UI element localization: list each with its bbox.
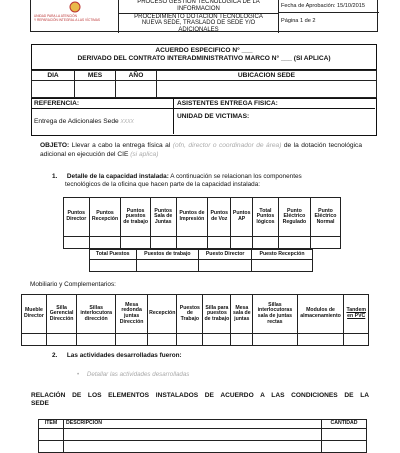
- approval-date: Fecha de Aprobación: 15/10/2015: [281, 3, 365, 9]
- object-text-2: de la dotación tecnológica adicional en ejecución del CIE: [40, 142, 362, 158]
- section1-text: A continuación se relacionan los componentes: [170, 173, 302, 180]
- ubicacion-cell[interactable]: [157, 81, 377, 98]
- points-table: [63, 197, 341, 249]
- col-mesa-sala: Mesa sala de juntas: [231, 295, 253, 334]
- col-sillas-sala: Sillas interlocutoras sala de juntas rectas: [253, 295, 298, 334]
- totals-cell[interactable]: [199, 260, 252, 272]
- col-modulos: Modulos de almacenamiento: [297, 295, 344, 334]
- item-cell[interactable]: [39, 441, 64, 453]
- col-puntos-impresion: Puntos de Impresión: [176, 198, 208, 237]
- bullet-icon: •: [77, 371, 80, 378]
- furniture-cell[interactable]: [148, 334, 177, 346]
- section2-number: 2.: [52, 352, 58, 359]
- quantity-cell[interactable]: [322, 429, 367, 441]
- points-cell[interactable]: [311, 237, 341, 249]
- procedure-title-1: PROCEDIMIENTO DOTACION TECNOLOGICA: [134, 13, 263, 20]
- logo-text-1: UNIDAD PARA LA ATENCIÓN: [34, 14, 77, 18]
- section2-title: Las actividades desarrolladas fueron:: [66, 352, 182, 359]
- activities-placeholder: Detallar las actividades desarrolladas: [86, 371, 190, 378]
- ano-header: AÑO: [116, 71, 157, 81]
- section1-title: Detalle de la capacidad instalada:: [66, 173, 169, 180]
- furniture-table: [21, 294, 369, 346]
- furniture-cell[interactable]: [22, 334, 47, 346]
- col-item: ITEM: [39, 420, 64, 429]
- col-sillas-interlocutora: Sillas interlocutora dirección: [77, 295, 116, 334]
- agreement-box: [31, 44, 377, 70]
- section2-heading: [52, 352, 182, 359]
- header-divider: [279, 12, 379, 13]
- reference-label: REFERENCIA:: [34, 100, 80, 107]
- col-puntos-voz: Puntos de Voz: [208, 198, 231, 237]
- col-puestos-trabajo-f: Puestos de Trabajo: [177, 295, 203, 334]
- points-cell[interactable]: [176, 237, 208, 249]
- relation-heading-2: SEDE: [31, 400, 49, 407]
- furniture-title: Mobiliario y Complementarios:: [30, 281, 116, 288]
- reference-divider-h: [32, 108, 375, 109]
- furniture-cell[interactable]: [203, 334, 231, 346]
- item-cell[interactable]: [39, 429, 64, 441]
- col-mesa-redonda: Mesa redonda juntas Dirección: [116, 295, 148, 334]
- delivery-label: Entrega de Adicionales Sede: [34, 118, 119, 125]
- points-cell[interactable]: [89, 237, 121, 249]
- object-label: OBJETO:: [40, 142, 70, 149]
- col-total-puntos: Total Puntos lógicos: [253, 198, 279, 237]
- totals-cell[interactable]: [90, 260, 137, 272]
- relation-heading-1: RELACIÓN DE LOS ELEMENTOS INSTALADOS DE ACUERDO A LAS CONDICIONES DE LA: [31, 392, 369, 399]
- col-tandem: Tandem en PVC: [344, 295, 369, 334]
- points-cell[interactable]: [150, 237, 176, 249]
- items-table: [38, 419, 367, 453]
- activities-bullet: [77, 371, 189, 378]
- reference-table: [31, 98, 377, 136]
- col-recepcion: Recepción: [148, 295, 177, 334]
- col-puestos-trabajo: Puestos de trabajo: [136, 250, 199, 260]
- points-cell[interactable]: [231, 237, 253, 249]
- furniture-cell[interactable]: [297, 334, 344, 346]
- furniture-cell[interactable]: [46, 334, 76, 346]
- furniture-cell[interactable]: [253, 334, 298, 346]
- col-puntos-ap: Puntos AP: [231, 198, 253, 237]
- process-title-2: INFORMACION: [119, 6, 278, 14]
- procedure-title-3: ADICIONALES: [178, 26, 219, 33]
- doc-header: [30, 0, 378, 32]
- victims-unit-label: UNIDAD DE VICTIMAS:: [177, 113, 250, 120]
- relation-heading: [31, 392, 369, 408]
- quantity-cell[interactable]: [322, 441, 367, 453]
- col-electrico-regulado: Punto Eléctrico Regulado: [278, 198, 310, 237]
- furniture-cell[interactable]: [77, 334, 116, 346]
- header-center: [119, 0, 279, 33]
- points-cell[interactable]: [278, 237, 310, 249]
- page-number: Página 1 de 2: [281, 18, 316, 24]
- logo-text-2: Y REPARACIÓN INTEGRAL A LAS VÍCTIMAS: [34, 18, 101, 22]
- totals-cell[interactable]: [136, 260, 199, 272]
- col-mueble-director: Mueble Director: [22, 295, 47, 334]
- dia-cell[interactable]: [32, 81, 75, 98]
- col-silla-gerencial: Silla Gerencial Dirección: [46, 295, 76, 334]
- furniture-cell[interactable]: [231, 334, 253, 346]
- coat-of-arms-icon: [69, 1, 81, 13]
- totals-cell[interactable]: [252, 260, 313, 272]
- header-right: [279, 0, 379, 33]
- procedure-title-2: NUEVA SEDE, TRASLADO DE SEDE Y/O: [141, 20, 256, 26]
- object-placeholder-1: (ofn, director o coordinador de área): [172, 142, 282, 149]
- col-descripcion: DESCRIPCION: [64, 420, 322, 429]
- delivery-placeholder: XXXX: [120, 119, 134, 125]
- description-cell[interactable]: [64, 441, 322, 453]
- col-total-puestos: Total Puestos: [90, 250, 137, 260]
- object-text-1: Llevar a cabo la entrega física al: [71, 142, 171, 149]
- col-puesto-recepcion: Puesto Recepción: [252, 250, 313, 260]
- points-cell[interactable]: [121, 237, 150, 249]
- date-location-table: [31, 70, 377, 98]
- agreement-number: ACUERDO ESPECIFICO N° ___: [155, 47, 253, 54]
- col-cantidad: CANTIDAD: [322, 420, 367, 429]
- reference-divider-v: [173, 99, 174, 134]
- process-title-1: PROCESO GESTION TECNOLOGICA DE LA: [137, 0, 260, 5]
- logo-box: [31, 0, 119, 33]
- furniture-cell[interactable]: [177, 334, 203, 346]
- col-puntos-director: Puntos Director: [64, 198, 90, 237]
- section1-paragraph: [52, 173, 352, 189]
- col-electrico-normal: Punto Eléctrico Normal: [311, 198, 341, 237]
- ubicacion-header: UBICACION SEDE: [157, 71, 377, 81]
- col-puntos-puestos: Puntos puestos de trabajo: [121, 198, 150, 237]
- mes-header: MES: [75, 71, 116, 81]
- col-puntos-recepcion: Puntos Recepción: [89, 198, 121, 237]
- points-cell[interactable]: [208, 237, 231, 249]
- section1-number: 1.: [52, 173, 58, 180]
- col-puesto-director: Puesto Director: [199, 250, 252, 260]
- totals-table: [89, 249, 313, 272]
- section1-text-line2: tecnológicos de la oficina que hacen parte de la capacidad instalada:: [65, 181, 261, 188]
- furniture-cell[interactable]: [344, 334, 369, 346]
- mes-cell[interactable]: [75, 81, 116, 98]
- furniture-cell[interactable]: [116, 334, 148, 346]
- delivery-text: [34, 118, 134, 125]
- assistants-label: ASISTENTES ENTREGA FISICA:: [177, 100, 278, 107]
- dia-header: DIA: [32, 71, 75, 81]
- col-puntos-sala: Puntos Sala de Juntas: [150, 198, 176, 237]
- object-placeholder-2: (si aplica): [130, 150, 159, 158]
- description-cell[interactable]: [64, 429, 322, 441]
- ano-cell[interactable]: [116, 81, 157, 98]
- points-cell[interactable]: [253, 237, 279, 249]
- points-cell[interactable]: [64, 237, 90, 249]
- agreement-derived: DERIVADO DEL CONTRATO INTERADMINISTRATIVO MARCO N° ___ (SI APLICA): [77, 54, 331, 62]
- object-paragraph: [40, 142, 362, 159]
- col-silla-puestos: Silla para puestos de trabajo: [203, 295, 231, 334]
